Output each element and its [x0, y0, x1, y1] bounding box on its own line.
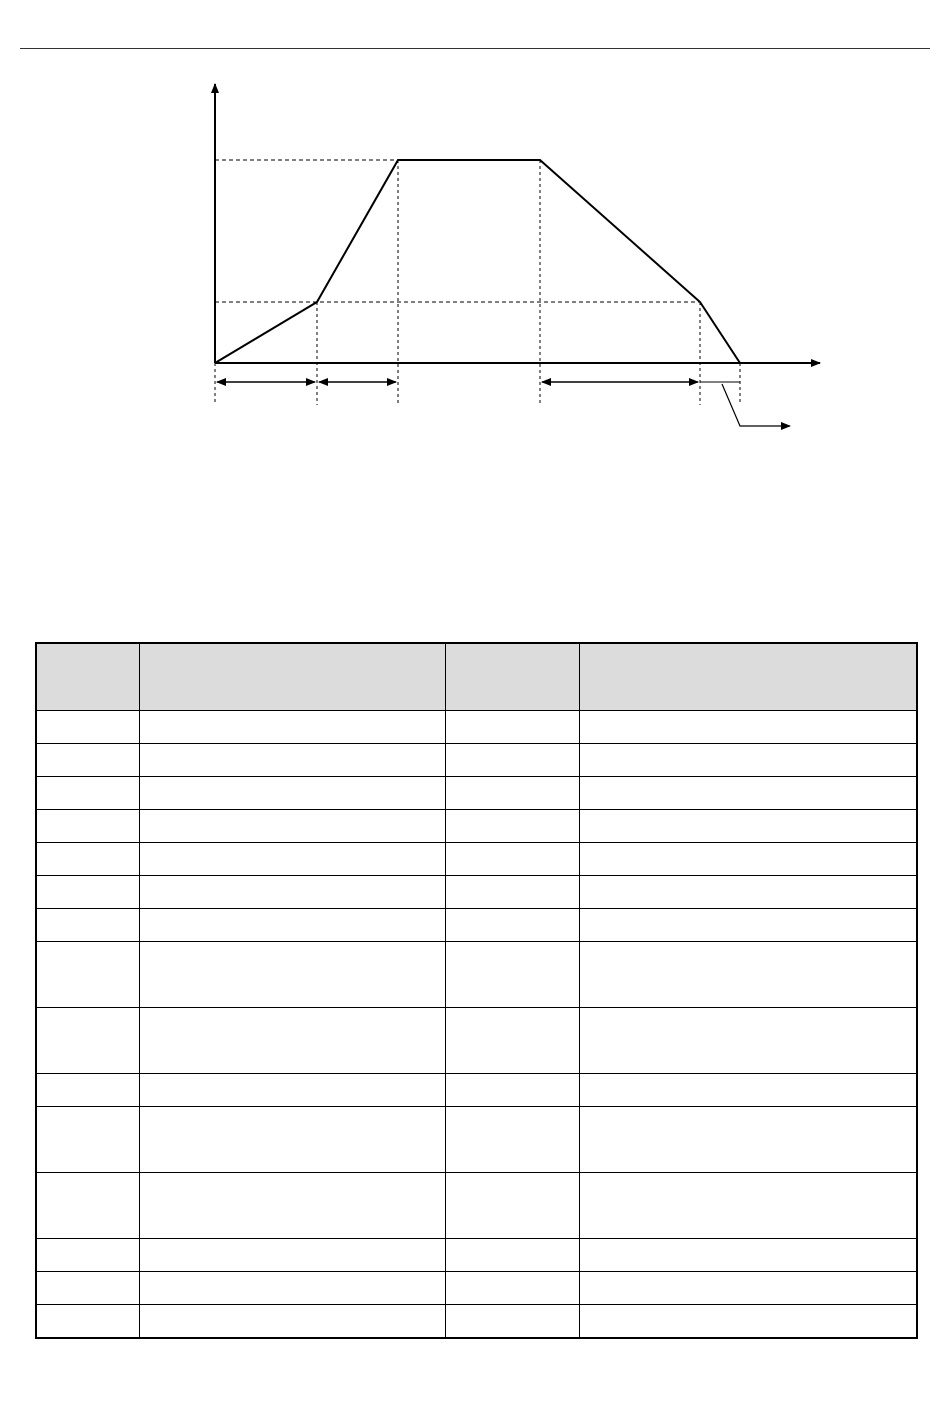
- table-cell: [139, 777, 445, 810]
- table-cell: [36, 1305, 139, 1339]
- table-cell: [445, 711, 579, 744]
- table-cell: [579, 1107, 917, 1173]
- table-cell: [139, 744, 445, 777]
- table-cell: [579, 1008, 917, 1074]
- table-cell: [445, 909, 579, 942]
- table-cell: [36, 1107, 139, 1173]
- table-row: [36, 1239, 917, 1272]
- table-cell: [139, 942, 445, 1008]
- table-cell: [445, 876, 579, 909]
- table-cell: [445, 1173, 579, 1239]
- table-row: [36, 1074, 917, 1107]
- table-cell: [36, 876, 139, 909]
- table-cell: [139, 1305, 445, 1339]
- table-cell: [579, 876, 917, 909]
- table-row: [36, 1305, 917, 1339]
- table-cell: [36, 843, 139, 876]
- table-cell: [445, 1272, 579, 1305]
- table-cell: [579, 942, 917, 1008]
- table-cell: [36, 777, 139, 810]
- table-header-row: [36, 643, 917, 711]
- table-row: [36, 942, 917, 1008]
- table-cell: [579, 1239, 917, 1272]
- table-cell: [579, 843, 917, 876]
- table-cell: [139, 876, 445, 909]
- table-row: [36, 777, 917, 810]
- table-cell: [579, 744, 917, 777]
- table-cell: [139, 810, 445, 843]
- table-cell: [139, 1272, 445, 1305]
- leader-arrow: [722, 384, 790, 426]
- table-cell: [579, 810, 917, 843]
- table-cell: [36, 1272, 139, 1305]
- table-row: [36, 876, 917, 909]
- table-cell: [579, 1272, 917, 1305]
- table-cell: [36, 810, 139, 843]
- table-cell: [139, 1074, 445, 1107]
- table-cell: [139, 1173, 445, 1239]
- table-row: [36, 1173, 917, 1239]
- table-cell: [445, 777, 579, 810]
- table-cell: [36, 909, 139, 942]
- table-cell: [36, 1173, 139, 1239]
- header-cell: [445, 643, 579, 711]
- table-cell: [579, 1074, 917, 1107]
- table-cell: [445, 810, 579, 843]
- parameter-table: [35, 642, 918, 1339]
- table-cell: [445, 843, 579, 876]
- table-row: [36, 1272, 917, 1305]
- table-cell: [445, 1074, 579, 1107]
- table-cell: [139, 1008, 445, 1074]
- table-cell: [139, 843, 445, 876]
- table-cell: [445, 942, 579, 1008]
- table-cell: [579, 711, 917, 744]
- table-cell: [139, 1239, 445, 1272]
- table-cell: [445, 1107, 579, 1173]
- table-row: [36, 810, 917, 843]
- table-cell: [36, 1074, 139, 1107]
- table-row: [36, 711, 917, 744]
- table-cell: [579, 1305, 917, 1339]
- table-cell: [579, 909, 917, 942]
- table-cell: [36, 744, 139, 777]
- table-cell: [139, 711, 445, 744]
- table-cell: [139, 1107, 445, 1173]
- table-row: [36, 909, 917, 942]
- table-cell: [36, 1008, 139, 1074]
- speed-profile-curve: [215, 160, 740, 363]
- speed-profile-diagram: [0, 0, 950, 450]
- header-cell: [139, 643, 445, 711]
- header-cell: [36, 643, 139, 711]
- table-cell: [579, 777, 917, 810]
- table-row: [36, 1107, 917, 1173]
- table-row: [36, 744, 917, 777]
- table-cell: [36, 711, 139, 744]
- table-cell: [445, 1008, 579, 1074]
- table-cell: [139, 909, 445, 942]
- header-cell: [579, 643, 917, 711]
- table-cell: [579, 1173, 917, 1239]
- table-cell: [445, 1305, 579, 1339]
- table-cell: [445, 1239, 579, 1272]
- table-cell: [36, 942, 139, 1008]
- table-row: [36, 1008, 917, 1074]
- table-row: [36, 843, 917, 876]
- table-cell: [36, 1239, 139, 1272]
- table-cell: [445, 744, 579, 777]
